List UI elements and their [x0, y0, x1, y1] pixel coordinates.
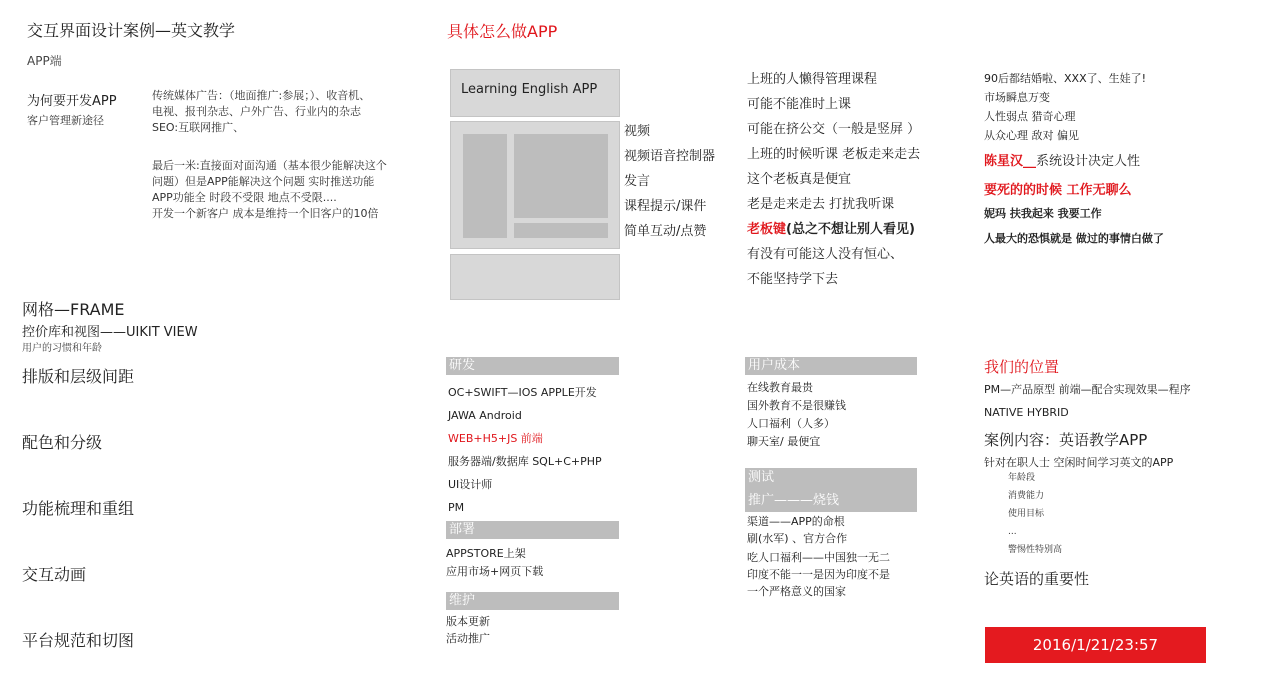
chen-rest: 系统设计决定人性	[1036, 154, 1141, 169]
target-item: 年龄段	[1008, 473, 1036, 483]
mockup-control-block	[514, 223, 608, 238]
dev-item: 服务器端/数据库 SQL+C+PHP	[448, 455, 602, 468]
promo-item: 渠道——APP的命根	[747, 515, 845, 528]
last-line: 最后一米:直接面对面沟通（基本很少能解决这个	[152, 159, 387, 172]
deploy-header: 部署	[446, 521, 619, 539]
why-sub: 客户管理新途径	[27, 114, 104, 127]
timestamp-badge: 2016/1/21/23:57	[985, 627, 1206, 663]
dev-item: JAWA Android	[448, 409, 522, 422]
feature-list	[624, 119, 715, 244]
chen-red: 陈星汉__	[984, 154, 1037, 169]
native-line: NATIVE HYBRID	[984, 406, 1069, 419]
insight-line: 人性弱点 猎奇心理	[984, 110, 1076, 123]
boss-key-rest: (总之不想让别人看见)	[786, 222, 915, 237]
chen-line	[984, 150, 1140, 169]
scenario-list	[747, 67, 920, 292]
habit-line: 用户的习惯和年龄	[22, 343, 102, 354]
mockup-video-area	[450, 121, 620, 249]
importance-title: 论英语的重要性	[984, 570, 1090, 588]
promo-list	[747, 513, 847, 547]
dev-list	[448, 381, 602, 519]
mockup-video-block	[514, 134, 608, 218]
target-item: 使用目标	[1008, 509, 1045, 519]
india-item: 印度不能一一是因为印度不是	[747, 568, 890, 581]
scenario-line: 这个老板真是便宜	[747, 172, 852, 187]
media-block	[152, 88, 370, 136]
section-title: 排版和层级间距	[22, 367, 135, 386]
boss-key-line	[747, 217, 920, 242]
last-mile-block	[152, 158, 387, 222]
cost-header: 用户成本	[745, 357, 917, 375]
boss-key-red: 老板键	[747, 222, 787, 237]
mockup-sidebar-block	[463, 134, 507, 238]
page-title: 交互界面设计案例—英文教学	[27, 21, 236, 40]
mockup-title: Learning English APP	[461, 82, 598, 97]
scenario-line: 上班的人懒得管理课程	[747, 72, 878, 87]
uikit-line: 控价库和视图——UIKIT VIEW	[22, 325, 198, 340]
dev-item: OC+SWIFT—IOS APPLE开发	[448, 386, 597, 399]
deploy-list	[446, 545, 543, 581]
maint-item: 版本更新	[446, 615, 490, 628]
feature-item: 视频语音控制器	[624, 149, 716, 164]
deploy-item: APPSTORE上架	[446, 547, 526, 560]
dev-header: 研发	[446, 357, 619, 375]
deploy-item: 应用市场+网页下载	[446, 565, 544, 578]
section-title: 功能梳理和重组	[22, 499, 135, 518]
last-line: APP功能全 时段不受限 地点不受限....	[152, 191, 337, 204]
insight-list	[984, 69, 1146, 145]
target-item: 警惕性特别高	[1008, 545, 1063, 555]
scenario-line: 可能在挤公交（一般是竖屏 ）	[747, 122, 921, 137]
maint-list	[446, 613, 490, 647]
mockup-footer	[450, 254, 620, 300]
media-line: SEO:互联网推广、	[152, 121, 245, 134]
feature-item: 视频	[624, 124, 651, 139]
test-header: 测试	[745, 468, 917, 490]
dev-item: WEB+H5+JS 前端	[448, 432, 543, 445]
cost-item: 聊天室/ 最便宜	[747, 435, 821, 448]
grid-title: 网格—FRAME	[22, 300, 125, 319]
cost-list	[747, 379, 846, 451]
section-title: 交互动画	[22, 565, 87, 584]
subtitle: APP端	[27, 54, 62, 68]
target-list	[1008, 469, 1062, 559]
last-line: 问题）但是APP能解决这个问题 实时推送功能	[152, 175, 375, 188]
target-item: 消费能力	[1008, 491, 1045, 501]
target-line: 针对在职人士 空闲时间学习英文的APP	[984, 456, 1174, 469]
position-title: 我们的位置	[984, 358, 1060, 376]
last-line: 开发一个新客户 成本是维持一个旧客户的10倍	[152, 207, 379, 220]
pm-line: PM—产品原型 前端—配合实现效果—程序	[984, 383, 1191, 396]
case-title: 案例内容：英语教学APP	[984, 431, 1148, 449]
nima-line: 妮玛 扶我起来 我要工作	[984, 207, 1102, 220]
target-item: ...	[1008, 527, 1017, 537]
maint-item: 活动推广	[446, 632, 490, 645]
section-title: 配色和分级	[22, 433, 103, 452]
maint-header: 维护	[446, 592, 619, 610]
insight-line: 从众心理 敌对 偏见	[984, 129, 1079, 142]
scenario-line: 不能坚持学下去	[747, 272, 839, 287]
india-list	[747, 549, 890, 600]
promo-item: 刷(水军) 、官方合作	[747, 532, 848, 545]
section-title: 平台规范和切图	[22, 631, 135, 650]
feature-item: 课程提示/课件	[624, 199, 707, 214]
feature-item: 发言	[624, 174, 651, 189]
scenario-line: 可能不能准时上课	[747, 97, 852, 112]
mockup-header	[450, 69, 620, 117]
insight-line: 90后都结婚啦、XXX了、生娃了!	[984, 72, 1147, 85]
dev-item: PM	[448, 501, 465, 514]
cost-item: 国外教育不是很赚钱	[747, 399, 846, 412]
scenario-line: 有没有可能这人没有恒心、	[747, 247, 904, 262]
india-item: 一个严格意义的国家	[747, 585, 846, 598]
media-line: 电视、报刊杂志、户外广告、行业内的杂志	[152, 105, 361, 118]
how-title: 具体怎么做APP	[447, 22, 558, 41]
india-item: 吃人口福利——中国独一无二	[747, 551, 890, 564]
promo-header: 推广———烧钱	[745, 490, 917, 512]
insight-line: 市场瞬息万变	[984, 91, 1050, 104]
scenario-line: 老是走来走去 打扰我听课	[747, 197, 895, 212]
feature-item: 简单互动/点赞	[624, 224, 707, 239]
media-line: 传统媒体广告：（地面推广:参展；）、收音机、	[152, 89, 371, 102]
dying-line: 要死的的时候 工作无聊么	[984, 183, 1132, 198]
scenario-line: 上班的时候听课 老板走来走去	[747, 147, 921, 162]
why-title: 为何要开发APP	[27, 94, 117, 109]
cost-item: 人口福利（人多）	[747, 417, 835, 430]
dev-item: UI设计师	[448, 478, 493, 491]
cost-item: 在线教育最贵	[747, 381, 813, 394]
fear-line: 人最大的恐惧就是 做过的事情白做了	[984, 232, 1164, 245]
